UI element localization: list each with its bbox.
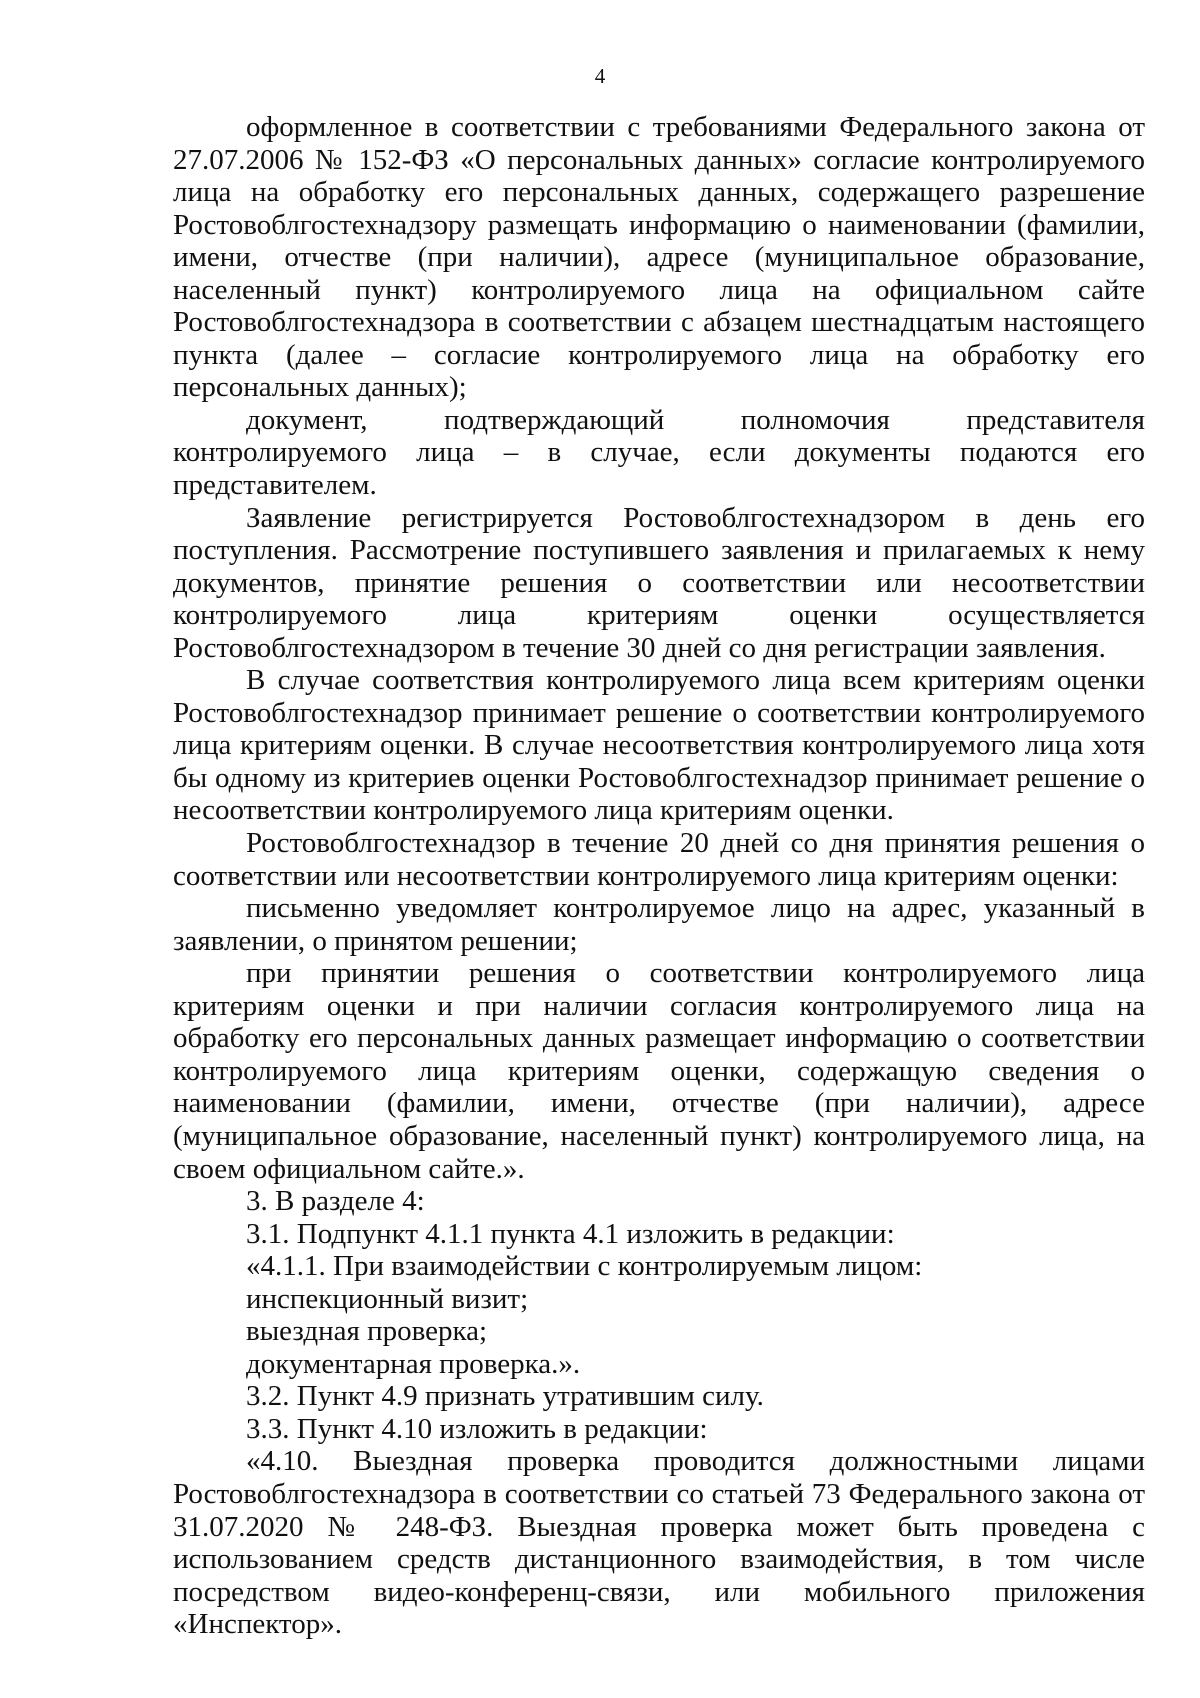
paragraph-application-registration: Заявление регистрируется Ростовоблгостехнадзором в день его поступления. Рассмотрение поступившего заявления и прилагаемых к нему документов, принятие решения о соответствии или несоответствии контролируемого лица критериям оценки осуществляется Ростовоблгостехнадзором в течение 30 дней со дня регистрации заявления. <box>173 501 1145 664</box>
paragraph-item-4-10: «4.10. Выездная проверка проводится должностными лицами Ростовоблгостехнадзора в соответствии со статьей 73 Федерального закона от 31.07.2020 № 248-ФЗ. Выездная проверка может быть проведена с использованием средств дистанционного взаимодействия, в том числе посредством видео-конференц-связи, или мобильного приложения «Инспектор». <box>173 1445 1145 1641</box>
paragraph-section-4: 3. В разделе 4: <box>246 1185 425 1218</box>
paragraph-item-3-3: 3.3. Пункт 4.10 изложить в редакции: <box>246 1412 708 1445</box>
paragraph-written-notice: письменно уведомляет контролируемое лицо на адрес, указанный в заявлении, о принятом решении; <box>173 892 1145 957</box>
list-item-field-inspection: выездная проверка; <box>246 1315 488 1348</box>
paragraph-notification-term: Ростовоблгостехнадзор в течение 20 дней со дня принятия решения о соответствии или несоответствии контролируемого лица критериям оценки: <box>173 827 1145 892</box>
document-body <box>173 111 1145 1641</box>
list-item-documentary-inspection: документарная проверка.». <box>246 1347 581 1380</box>
paragraph-item-3-1: 3.1. Подпункт 4.1.1 пункта 4.1 изложить в редакции: <box>246 1217 895 1250</box>
paragraph-item-4-1-1: «4.1.1. При взаимодействии с контролируемым лицом: <box>246 1250 923 1283</box>
paragraph-item-3-2: 3.2. Пункт 4.9 признать утратившим силу. <box>246 1380 764 1413</box>
paragraph-publish-information: при принятии решения о соответствии контролируемого лица критериям оценки и при наличии согласия контролируемого лица на обработку его персональных данных размещает информацию о соответствии контролируемого лица критериям оценки, содержащую сведения о наименовании (фамилии, имени, отчестве (при наличии), адресе (муниципальное образование, населенный пункт) контролируемого лица, на своем официальном сайте.». <box>173 957 1145 1185</box>
list-item-inspection-visit: инспекционный визит; <box>246 1282 529 1315</box>
paragraph-consent: оформленное в соответствии с требованиями Федерального закона от 27.07.2006 № 152-ФЗ «О персональных данных» согласие контролируемого лица на обработку его персональных данных, содержащего разрешение Ростовоблгостехнадзору размещать информацию о наименовании (фамилии, имени, отчестве (при наличии), адресе (муниципальное образование, населенный пункт) контролируемого лица на официальном сайте Ростовоблгостехнадзора в соответствии с абзацем шестнадцатым настоящего пункта (далее – согласие контролируемого лица на обработку его персональных данных); <box>173 111 1145 404</box>
page-number: 4 <box>594 64 606 88</box>
paragraph-representative-document: документ, подтверждающий полномочия представителя контролируемого лица – в случае, если документы подаются его представителем. <box>173 403 1145 502</box>
paragraph-compliance-decision: В случае соответствия контролируемого лица всем критериям оценки Ростовоблгостехнадзор принимает решение о соответствии контролируемого лица критериям оценки. В случае несоответствия контролируемого лица хотя бы одному из критериев оценки Ростовоблгостехнадзор принимает решение о несоответствии контролируемого лица критериям оценки. <box>173 664 1145 827</box>
